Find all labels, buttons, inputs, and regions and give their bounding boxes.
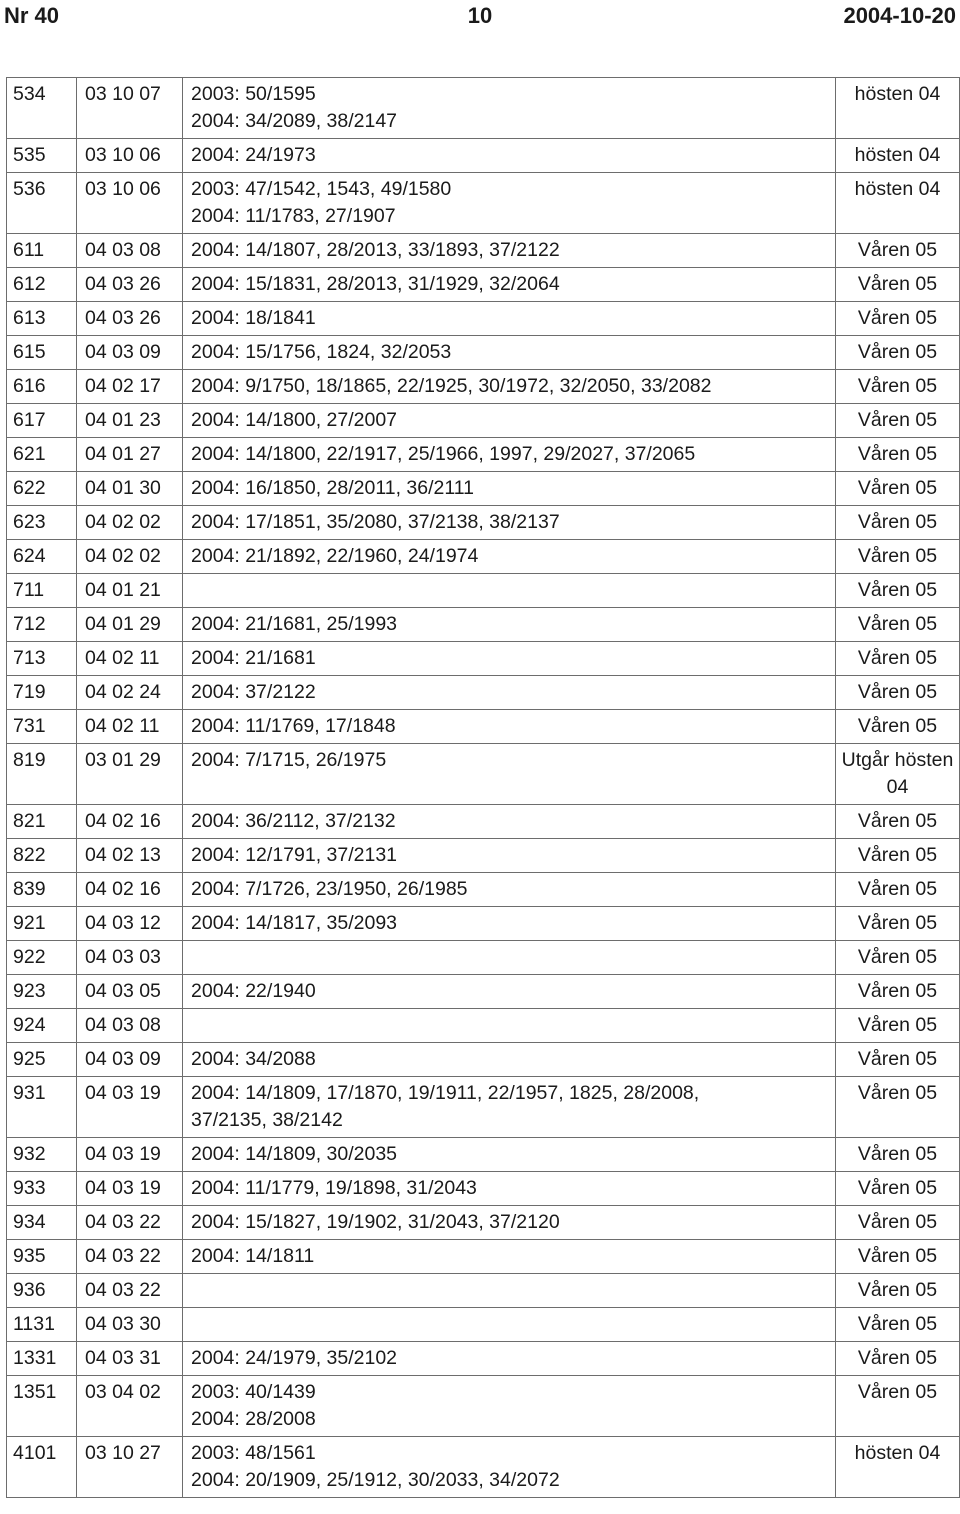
row-references-cell [183, 1240, 836, 1274]
reference-line: 2004: 16/1850, 28/2011, 36/2111 [191, 477, 475, 499]
row-number-cell: 921 [7, 907, 77, 941]
reference-line: 2004: 14/1807, 28/2013, 33/1893, 37/2122 [191, 239, 560, 261]
table-row [7, 1376, 960, 1437]
table-row [7, 907, 960, 941]
issue-number: Nr 40 [4, 3, 60, 28]
row-references-cell [183, 1077, 836, 1138]
row-references-cell [183, 1376, 836, 1437]
row-references-cell [183, 805, 836, 839]
table-row [7, 302, 960, 336]
reference-line: 2003: 50/1595 [191, 83, 316, 105]
row-number-cell: 611 [7, 234, 77, 268]
row-date-cell: 04 02 16 [77, 805, 183, 839]
row-number-cell: 932 [7, 1138, 77, 1172]
row-references-cell [183, 1274, 836, 1308]
row-references-cell [183, 234, 836, 268]
row-date-cell: 04 03 09 [77, 336, 183, 370]
row-status-cell: hösten 04 [836, 139, 960, 173]
row-number-cell: 821 [7, 805, 77, 839]
table-row [7, 676, 960, 710]
row-status-cell: Våren 05 [836, 1009, 960, 1043]
row-date-cell: 04 03 31 [77, 1342, 183, 1376]
row-date-cell: 04 02 02 [77, 506, 183, 540]
row-number-cell: 936 [7, 1274, 77, 1308]
row-status-cell: Våren 05 [836, 975, 960, 1009]
table-row [7, 744, 960, 805]
table-row [7, 873, 960, 907]
row-references-cell [183, 404, 836, 438]
row-status-cell: Våren 05 [836, 1043, 960, 1077]
row-date-cell: 04 02 17 [77, 370, 183, 404]
table-row [7, 1342, 960, 1376]
reference-line: 2003: 47/1542, 1543, 49/1580 [191, 178, 452, 200]
row-references-cell [183, 574, 836, 608]
reference-line: 2004: 15/1756, 1824, 32/2053 [191, 341, 452, 363]
reference-line: 2003: 48/1561 [191, 1442, 316, 1464]
row-number-cell: 536 [7, 173, 77, 234]
table-row [7, 1009, 960, 1043]
table-row [7, 139, 960, 173]
row-date-cell: 04 03 22 [77, 1274, 183, 1308]
row-status-cell: Utgår hösten 04 [836, 744, 960, 805]
reference-line: 2004: 34/2088 [191, 1048, 316, 1070]
row-status-cell: Våren 05 [836, 642, 960, 676]
row-date-cell: 04 02 24 [77, 676, 183, 710]
row-date-cell: 04 02 11 [77, 642, 183, 676]
row-status-cell: Våren 05 [836, 268, 960, 302]
reference-line: 2004: 11/1783, 27/1907 [191, 205, 396, 227]
row-references-cell [183, 438, 836, 472]
row-date-cell: 03 10 06 [77, 139, 183, 173]
row-references-cell [183, 540, 836, 574]
row-references-cell [183, 710, 836, 744]
row-date-cell: 04 03 19 [77, 1077, 183, 1138]
row-references-cell [183, 676, 836, 710]
row-number-cell: 612 [7, 268, 77, 302]
row-references-cell [183, 1009, 836, 1043]
row-status-cell: Våren 05 [836, 941, 960, 975]
row-references-cell [183, 907, 836, 941]
row-references-cell [183, 839, 836, 873]
reference-line: 2004: 14/1809, 30/2035 [191, 1143, 398, 1165]
row-status-cell: Våren 05 [836, 1077, 960, 1138]
table-row [7, 78, 960, 139]
row-status-cell: Våren 05 [836, 302, 960, 336]
row-number-cell: 934 [7, 1206, 77, 1240]
row-date-cell: 03 10 27 [77, 1437, 183, 1498]
row-date-cell: 04 03 26 [77, 268, 183, 302]
page-number: 10 [467, 3, 493, 28]
row-status-cell: Våren 05 [836, 1376, 960, 1437]
table-row [7, 472, 960, 506]
reference-line: 2004: 14/1800, 22/1917, 25/1966, 1997, 29/2027, 37/2065 [191, 443, 696, 465]
row-references-cell [183, 975, 836, 1009]
row-status-cell: Våren 05 [836, 710, 960, 744]
table-row [7, 370, 960, 404]
row-date-cell: 04 03 08 [77, 234, 183, 268]
row-references-cell [183, 744, 836, 805]
row-status-cell: Våren 05 [836, 574, 960, 608]
row-status-cell: Våren 05 [836, 472, 960, 506]
row-number-cell: 731 [7, 710, 77, 744]
reference-line: 2004: 11/1779, 19/1898, 31/2043 [191, 1177, 477, 1199]
row-number-cell: 839 [7, 873, 77, 907]
table-row [7, 839, 960, 873]
reference-line: 2004: 24/1979, 35/2102 [191, 1347, 398, 1369]
table-row [7, 404, 960, 438]
row-date-cell: 04 01 29 [77, 608, 183, 642]
reference-line: 37/2135, 38/2142 [191, 1109, 343, 1131]
table-row [7, 438, 960, 472]
row-status-cell: Våren 05 [836, 234, 960, 268]
reference-line: 2004: 14/1817, 35/2093 [191, 912, 398, 934]
row-status-cell: Våren 05 [836, 336, 960, 370]
row-status-cell: Våren 05 [836, 676, 960, 710]
row-references-cell [183, 608, 836, 642]
table-row [7, 1172, 960, 1206]
register-table-body [7, 78, 960, 1498]
row-number-cell: 535 [7, 139, 77, 173]
row-number-cell: 924 [7, 1009, 77, 1043]
row-date-cell: 04 03 30 [77, 1308, 183, 1342]
table-row [7, 574, 960, 608]
table-row [7, 1206, 960, 1240]
row-status-cell: Våren 05 [836, 1308, 960, 1342]
row-date-cell: 04 02 02 [77, 540, 183, 574]
row-references-cell [183, 1342, 836, 1376]
row-references-cell [183, 1437, 836, 1498]
row-status-cell: Våren 05 [836, 907, 960, 941]
row-date-cell: 04 03 08 [77, 1009, 183, 1043]
row-number-cell: 623 [7, 506, 77, 540]
row-date-cell: 04 01 30 [77, 472, 183, 506]
table-row [7, 941, 960, 975]
row-date-cell: 04 03 09 [77, 1043, 183, 1077]
row-status-cell: Våren 05 [836, 873, 960, 907]
reference-line: 2004: 24/1973 [191, 144, 316, 166]
row-status-cell: Våren 05 [836, 506, 960, 540]
row-date-cell: 03 10 06 [77, 173, 183, 234]
row-date-cell: 04 03 19 [77, 1138, 183, 1172]
table-row [7, 975, 960, 1009]
reference-line: 2004: 9/1750, 18/1865, 22/1925, 30/1972, 32/2050, 33/2082 [191, 375, 712, 397]
row-status-cell: Våren 05 [836, 404, 960, 438]
row-date-cell: 04 01 23 [77, 404, 183, 438]
row-references-cell [183, 302, 836, 336]
row-date-cell: 04 02 11 [77, 710, 183, 744]
row-number-cell: 1331 [7, 1342, 77, 1376]
row-date-cell: 04 03 12 [77, 907, 183, 941]
table-row [7, 1274, 960, 1308]
row-number-cell: 616 [7, 370, 77, 404]
row-number-cell: 624 [7, 540, 77, 574]
table-row [7, 1043, 960, 1077]
row-number-cell: 922 [7, 941, 77, 975]
row-number-cell: 1131 [7, 1308, 77, 1342]
row-status-cell: Våren 05 [836, 438, 960, 472]
row-number-cell: 933 [7, 1172, 77, 1206]
row-date-cell: 04 02 13 [77, 839, 183, 873]
row-number-cell: 819 [7, 744, 77, 805]
row-status-cell: Våren 05 [836, 1342, 960, 1376]
row-number-cell: 534 [7, 78, 77, 139]
page-header [0, 0, 960, 34]
row-date-cell: 03 04 02 [77, 1376, 183, 1437]
row-references-cell [183, 472, 836, 506]
reference-line: 2004: 7/1715, 26/1975 [191, 749, 387, 771]
row-date-cell: 04 01 21 [77, 574, 183, 608]
row-references-cell [183, 1043, 836, 1077]
reference-line: 2004: 20/1909, 25/1912, 30/2033, 34/2072 [191, 1469, 560, 1491]
row-status-cell: Våren 05 [836, 805, 960, 839]
table-row [7, 1138, 960, 1172]
row-status-cell: hösten 04 [836, 1437, 960, 1498]
row-status-cell: Våren 05 [836, 1274, 960, 1308]
reference-line: 2004: 14/1800, 27/2007 [191, 409, 398, 431]
row-date-cell: 04 01 27 [77, 438, 183, 472]
reference-line: 2004: 21/1681, 25/1993 [191, 613, 398, 635]
reference-line: 2004: 34/2089, 38/2147 [191, 110, 398, 132]
reference-line: 2004: 36/2112, 37/2132 [191, 810, 396, 832]
row-status-cell: hösten 04 [836, 173, 960, 234]
row-status-cell: Våren 05 [836, 608, 960, 642]
reference-line: 2004: 28/2008 [191, 1408, 316, 1430]
reference-line: 2004: 7/1726, 23/1950, 26/1985 [191, 878, 468, 900]
row-references-cell [183, 1206, 836, 1240]
row-date-cell: 04 03 19 [77, 1172, 183, 1206]
row-references-cell [183, 1138, 836, 1172]
row-status-cell: Våren 05 [836, 1172, 960, 1206]
reference-line: 2003: 40/1439 [191, 1381, 316, 1403]
reference-line: 2004: 15/1831, 28/2013, 31/1929, 32/2064 [191, 273, 560, 295]
table-row [7, 608, 960, 642]
table-row [7, 336, 960, 370]
row-status-cell: Våren 05 [836, 540, 960, 574]
row-status-cell: Våren 05 [836, 1138, 960, 1172]
row-number-cell: 4101 [7, 1437, 77, 1498]
reference-line: 2004: 14/1809, 17/1870, 19/1911, 22/1957, 1825, 28/2008, [191, 1082, 700, 1104]
table-row [7, 805, 960, 839]
reference-line: 2004: 18/1841 [191, 307, 316, 329]
row-number-cell: 615 [7, 336, 77, 370]
reference-line: 2004: 12/1791, 37/2131 [191, 844, 398, 866]
row-references-cell [183, 506, 836, 540]
row-references-cell [183, 268, 836, 302]
reference-line: 2004: 11/1769, 17/1848 [191, 715, 396, 737]
table-row [7, 268, 960, 302]
row-number-cell: 712 [7, 608, 77, 642]
reference-line: 2004: 21/1892, 22/1960, 24/1974 [191, 545, 479, 567]
row-references-cell [183, 941, 836, 975]
row-number-cell: 935 [7, 1240, 77, 1274]
row-number-cell: 822 [7, 839, 77, 873]
row-references-cell [183, 173, 836, 234]
row-status-cell: Våren 05 [836, 1206, 960, 1240]
row-date-cell: 04 03 22 [77, 1206, 183, 1240]
row-number-cell: 617 [7, 404, 77, 438]
row-references-cell [183, 873, 836, 907]
table-row [7, 234, 960, 268]
row-number-cell: 613 [7, 302, 77, 336]
row-date-cell: 04 03 22 [77, 1240, 183, 1274]
row-status-cell: Våren 05 [836, 839, 960, 873]
row-references-cell [183, 642, 836, 676]
reference-line: 2004: 15/1827, 19/1902, 31/2043, 37/2120 [191, 1211, 560, 1233]
table-row [7, 1240, 960, 1274]
row-status-cell: Våren 05 [836, 1240, 960, 1274]
register-table [6, 77, 960, 1498]
table-row [7, 1437, 960, 1498]
row-number-cell: 622 [7, 472, 77, 506]
reference-line: 2004: 14/1811 [191, 1245, 315, 1267]
row-references-cell [183, 1308, 836, 1342]
row-references-cell [183, 1172, 836, 1206]
row-date-cell: 04 03 05 [77, 975, 183, 1009]
row-date-cell: 03 01 29 [77, 744, 183, 805]
table-row [7, 173, 960, 234]
row-number-cell: 925 [7, 1043, 77, 1077]
table-row [7, 710, 960, 744]
row-references-cell [183, 139, 836, 173]
row-number-cell: 923 [7, 975, 77, 1009]
row-number-cell: 621 [7, 438, 77, 472]
reference-line: 2004: 21/1681 [191, 647, 316, 669]
table-row [7, 506, 960, 540]
row-date-cell: 03 10 07 [77, 78, 183, 139]
reference-line: 2004: 37/2122 [191, 681, 316, 703]
row-date-cell: 04 02 16 [77, 873, 183, 907]
reference-line: 2004: 17/1851, 35/2080, 37/2138, 38/2137 [191, 511, 560, 533]
row-references-cell [183, 336, 836, 370]
row-number-cell: 713 [7, 642, 77, 676]
row-references-cell [183, 78, 836, 139]
row-status-cell: Våren 05 [836, 370, 960, 404]
reference-line: 2004: 22/1940 [191, 980, 316, 1002]
table-row [7, 642, 960, 676]
row-references-cell [183, 370, 836, 404]
row-number-cell: 719 [7, 676, 77, 710]
row-number-cell: 711 [7, 574, 77, 608]
row-number-cell: 1351 [7, 1376, 77, 1437]
row-status-cell: hösten 04 [836, 78, 960, 139]
table-row [7, 1077, 960, 1138]
row-number-cell: 931 [7, 1077, 77, 1138]
table-row [7, 1308, 960, 1342]
issue-date: 2004-10-20 [843, 3, 956, 28]
row-date-cell: 04 03 03 [77, 941, 183, 975]
table-row [7, 540, 960, 574]
row-date-cell: 04 03 26 [77, 302, 183, 336]
